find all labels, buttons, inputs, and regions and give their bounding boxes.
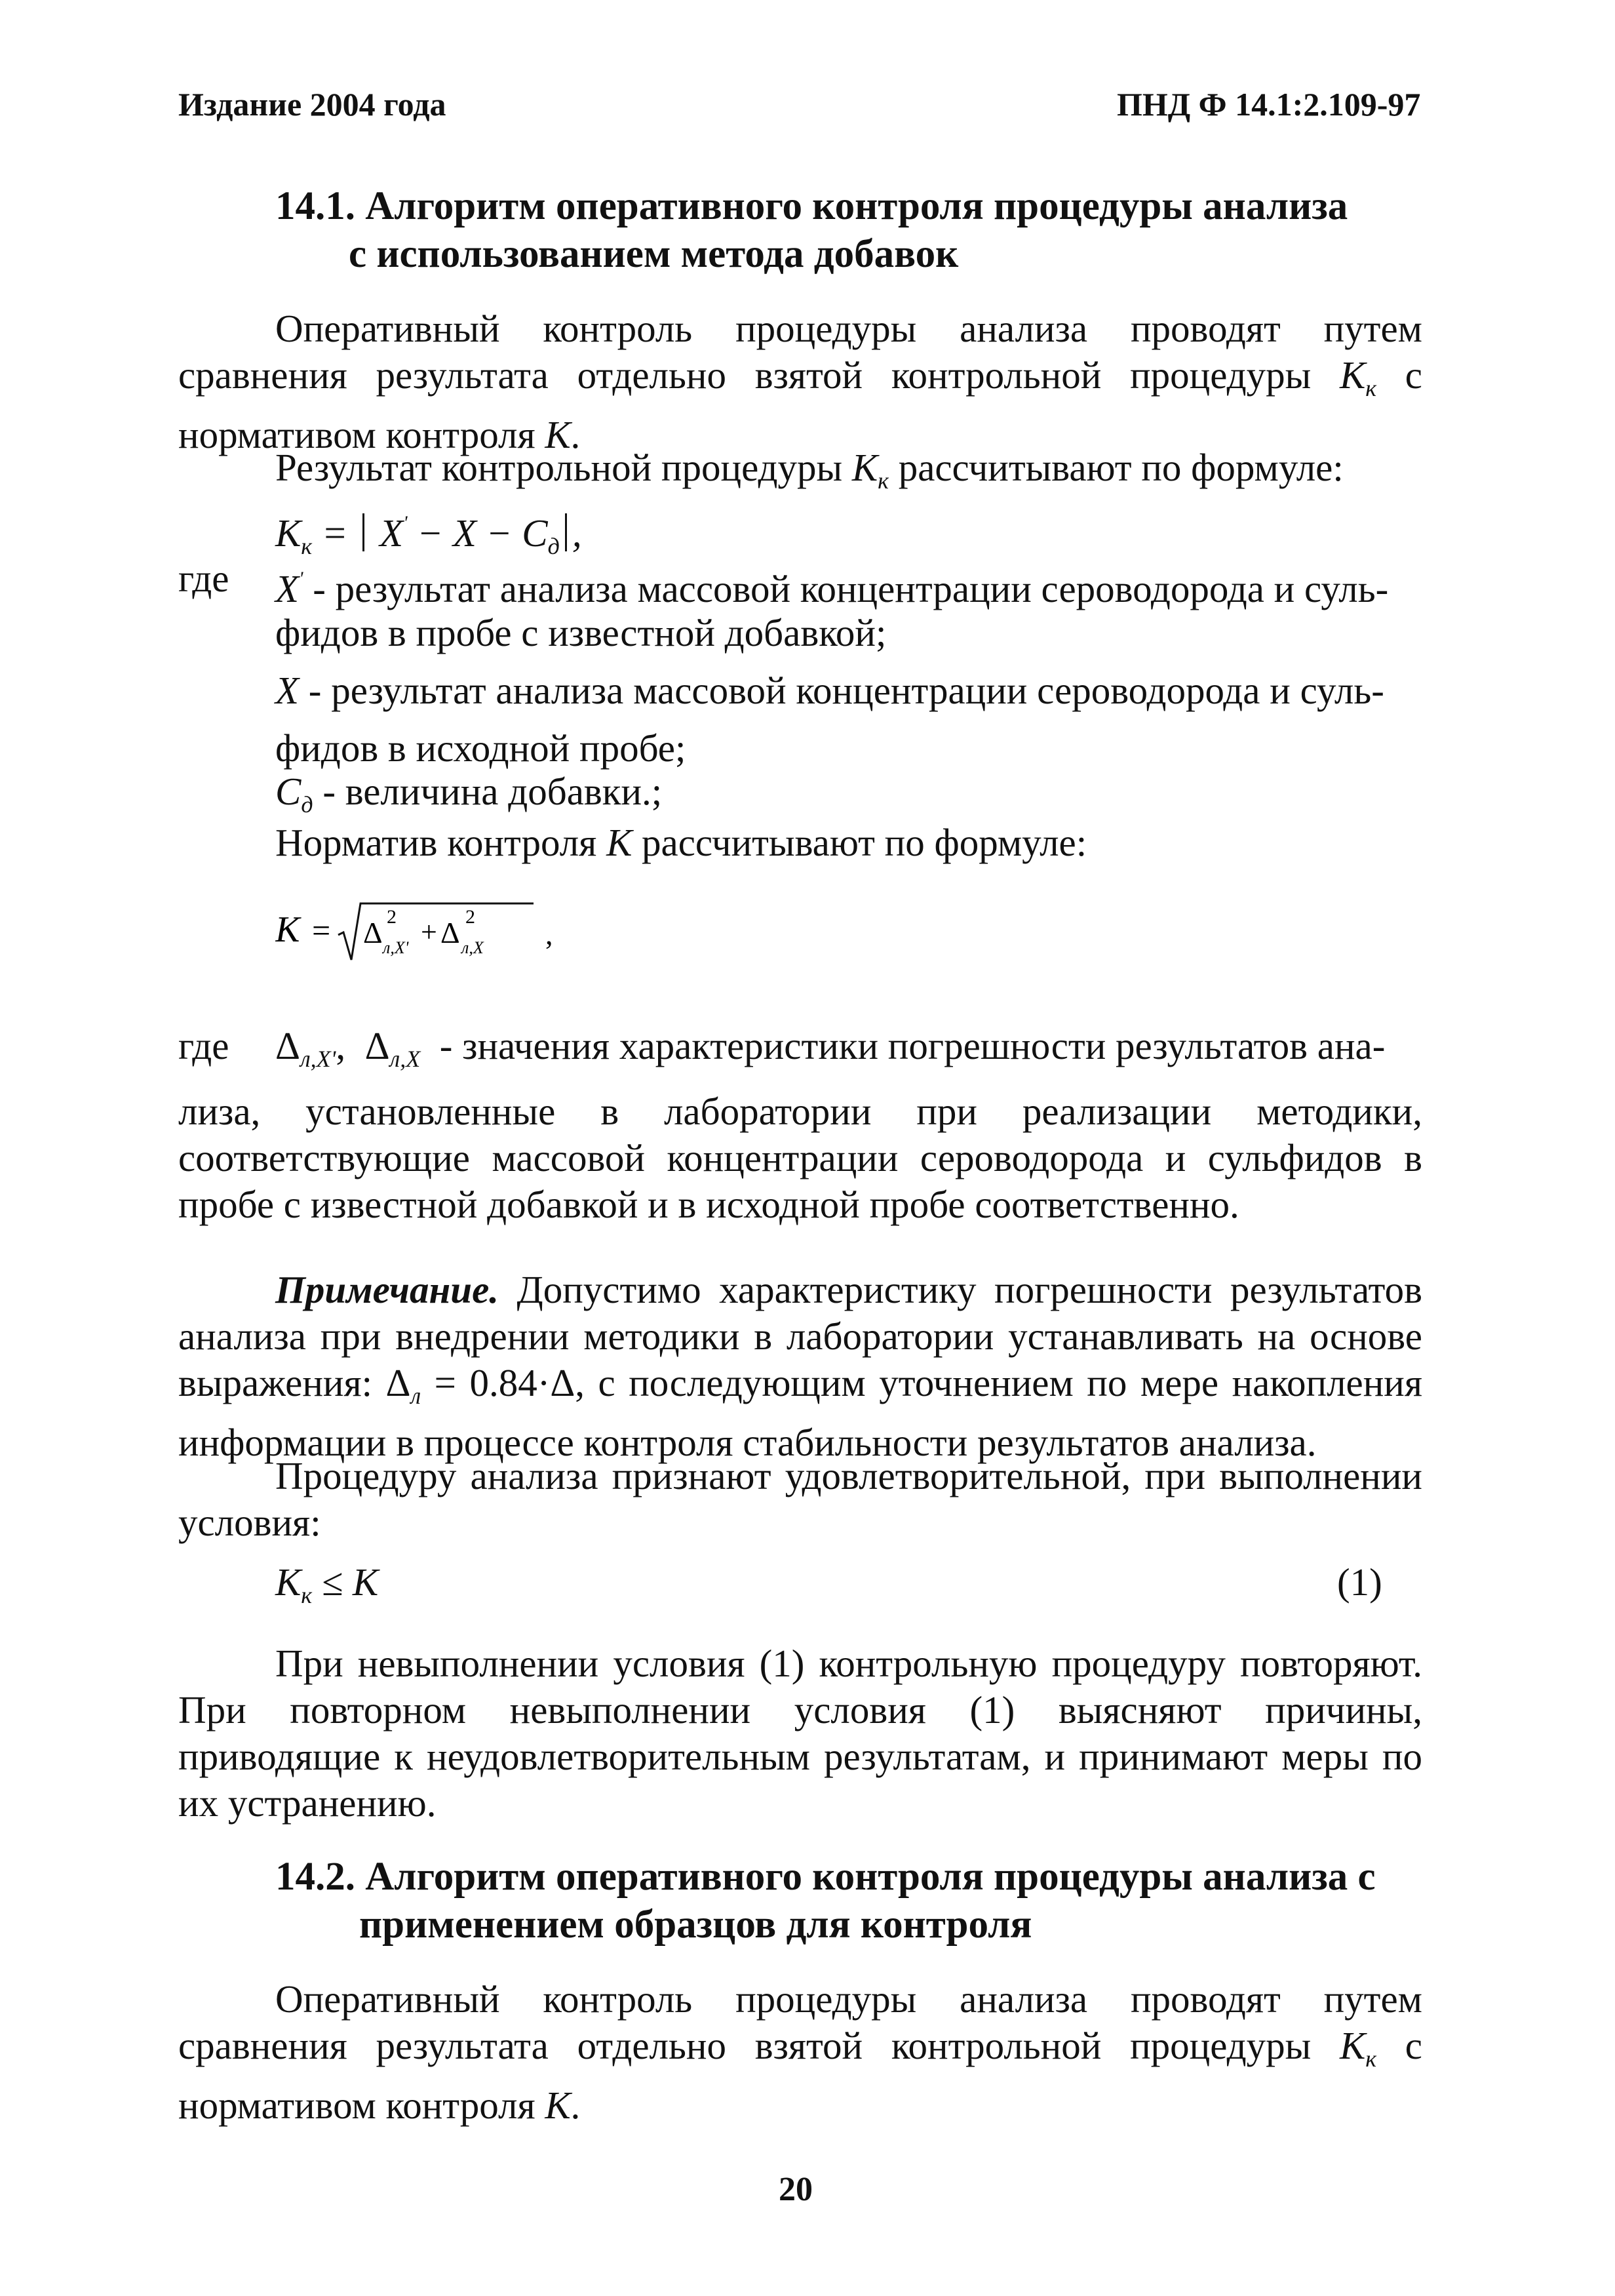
section-title-14-2-line1: 14.2. Алгоритм оперативного контроля процедуры анализа с: [275, 1855, 1376, 1899]
definition-delta-line1: $\Delta_{л,X'}$, $\Delta_{л,X}$ - значения характеристики погрешности результатов ана-: [275, 1024, 1386, 1072]
paragraph-result-formula-intro: Результат контрольной процедуры $К_к$ рассчитывают по формуле:: [275, 446, 1344, 494]
where-label: где: [178, 557, 229, 600]
page-number: 20: [779, 2171, 813, 2208]
definition-x-prime-line2: фидов в пробе с известной добавкой;: [275, 611, 887, 654]
svg-text:Δ: Δ: [440, 916, 460, 949]
formula-condition: $К_к \le К$: [275, 1560, 379, 1608]
section-title-14-1-line1: 14.1. Алгоритм оперативного контроля процедуры анализа: [275, 184, 1348, 228]
section-title-14-1-line2: с использованием метода добавок: [349, 232, 959, 276]
paragraph-condition-intro: Процедуру анализа признают удовлетворительной, при выполнении условия:: [178, 1454, 1422, 1544]
paragraph-intro: Оперативный контроль процедуры анализа проводят путем сравнения результата отдельно взятой контрольной процедуры $К_к$ с нормативом контроля К.: [178, 307, 1422, 456]
definition-delta-continuation: лиза, установленные в лаборатории при реализации методики, соответствующие массовой концентрации сероводорода и сульфидов в пробе с известной добавкой и в исходной пробе соответственно.: [178, 1090, 1422, 1226]
paragraph-section2-intro: Оперативный контроль процедуры анализа проводят путем сравнения результата отдельно взятой контрольной процедуры $К_к$ с нормативом контроля К.: [178, 1977, 1422, 2127]
definition-x-prime-line1: X' - результат анализа массовой концентрации сероводорода и суль-: [275, 567, 1389, 610]
where-label-2: где: [178, 1024, 229, 1067]
paragraph-failure-handling: При невыполнении условия (1) контрольную процедуру повторяют. При повторном невыполнении условия (1) выясняют причины, приводящие к неудовлетворительным результатам, и принимают меры по их устранению.: [178, 1642, 1422, 1825]
note-label: Примечание.: [275, 1268, 499, 1311]
definition-cd: $C_д$ - величина добавки.;: [275, 770, 663, 818]
section-title-14-2-line2: применением образцов для контроля: [359, 1903, 1032, 1947]
svg-text:л,X': л,X': [383, 938, 409, 957]
edition-label: Издание 2004 года: [178, 86, 446, 123]
definition-x-line1: X - результат анализа массовой концентрации сероводорода и суль-: [275, 669, 1384, 712]
document-code: ПНД Ф 14.1:2.109-97: [1117, 86, 1421, 123]
svg-text:2: 2: [387, 906, 397, 928]
svg-text:л,X: л,X: [461, 938, 484, 957]
svg-text:+: +: [421, 916, 437, 948]
svg-text:Δ: Δ: [363, 916, 383, 949]
paragraph-norm-formula-intro: Норматив контроля К рассчитывают по формуле:: [275, 821, 1087, 864]
definition-x-line2: фидов в исходной пробе;: [275, 726, 686, 770]
formula-k-norm: [275, 894, 577, 973]
svg-text:,: ,: [545, 917, 553, 951]
formula-kk: $К_к = X' - X - C_д$ ,: [275, 511, 582, 559]
note-paragraph: Примечание. Допустимо характеристику погрешности результатов анализа при внедрении методики в лаборатории устанавливать на основе выражения: $\Delta_л = 0.84\cdot\Delta$, с последующим уточнением по мере накопления информации в процессе контроля стабильности результатов анализа.: [178, 1268, 1423, 1464]
svg-text:К: К: [275, 909, 300, 950]
sqrt-formula-graphic: [275, 894, 577, 973]
formula-number: (1): [1337, 1560, 1382, 1604]
svg-text:2: 2: [465, 906, 475, 928]
svg-text:=: =: [312, 912, 331, 949]
